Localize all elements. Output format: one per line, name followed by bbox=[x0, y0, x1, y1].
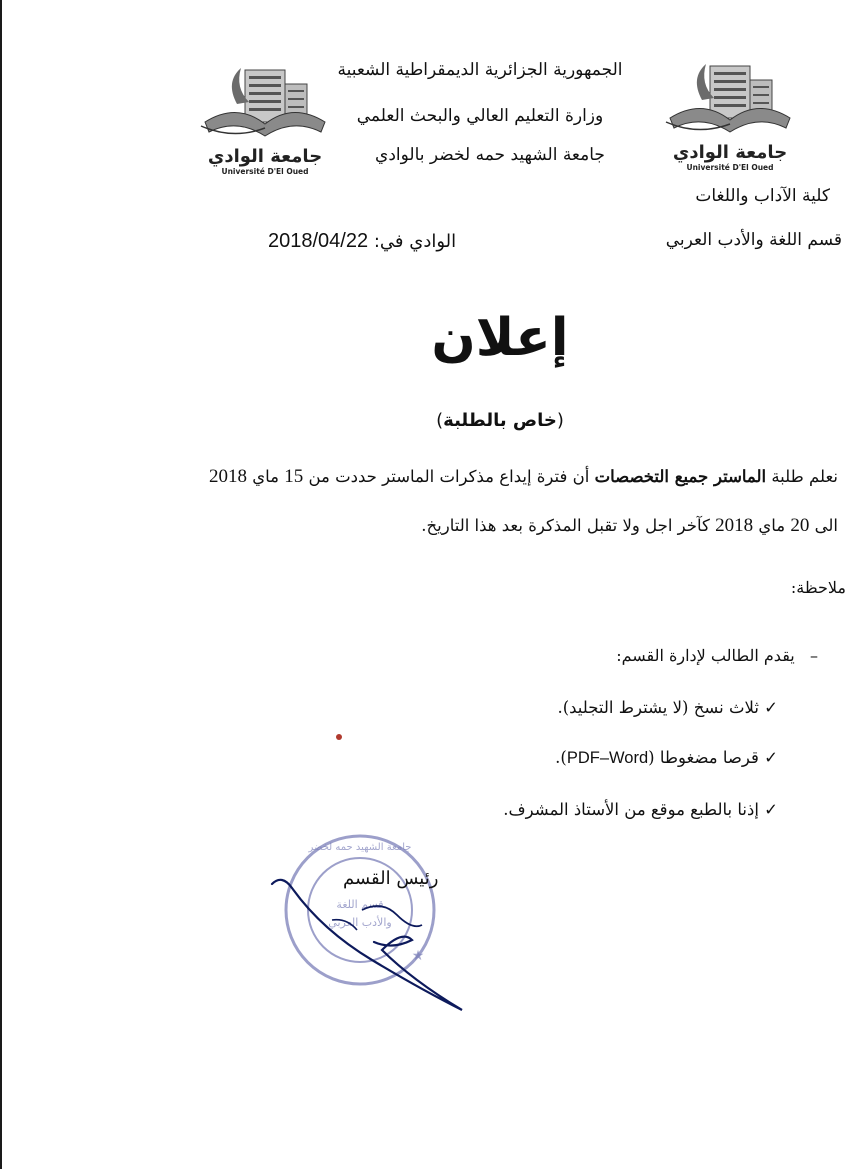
list-item-latin: PDF–Word bbox=[566, 749, 649, 767]
list-item-text: إذنا بالطبع موقع من الأستاذ المشرف. bbox=[503, 800, 759, 819]
p2-year: 2018 bbox=[715, 515, 754, 536]
date-line bbox=[268, 230, 456, 253]
list-item bbox=[555, 748, 778, 768]
date-value: 2018/04/22 bbox=[268, 230, 369, 252]
p1-after: أن فترة إيداع مذكرات الماستر حددت من bbox=[303, 467, 595, 486]
university-logo-right bbox=[662, 58, 797, 176]
list-item bbox=[503, 800, 778, 819]
subtitle-open-paren: ( bbox=[556, 410, 564, 431]
scan-edge bbox=[0, 0, 2, 1169]
p2-after: كآخر اجل ولا تقبل المذكرة بعد هذا التاريخ. bbox=[421, 516, 716, 535]
body-paragraph-line-1 bbox=[209, 466, 838, 488]
svg-text:جامعة الشهيد حمه لخضر: جامعة الشهيد حمه لخضر bbox=[308, 842, 412, 853]
p1-day: 15 bbox=[284, 466, 304, 487]
note-label: ملاحظة: bbox=[790, 578, 846, 597]
p1-before: نعلم طلبة bbox=[766, 467, 838, 486]
handwritten-signature bbox=[262, 870, 472, 1020]
p1-bold: الماستر جميع التخصصات bbox=[594, 467, 767, 486]
p1-year: 2018 bbox=[208, 466, 247, 487]
body-paragraph-line-2 bbox=[421, 515, 838, 537]
date-label: الوادي في: bbox=[373, 231, 457, 252]
note-intro bbox=[616, 646, 818, 665]
department-name: قسم اللغة والأدب العربي bbox=[665, 230, 842, 250]
p2-day: 20 bbox=[790, 515, 810, 536]
p2-month: ماي bbox=[753, 516, 791, 535]
logo-name-fr: Université D'El Oued bbox=[221, 167, 309, 176]
header-ministry: وزارة التعليم العالي والبحث العلمي bbox=[356, 106, 604, 126]
svg-text:قسم اللغة: قسم اللغة bbox=[336, 898, 384, 911]
university-logo-icon bbox=[662, 58, 797, 176]
dash-bullet: – bbox=[810, 646, 818, 665]
stray-ink-mark bbox=[336, 734, 342, 740]
faculty-name: كلية الآداب واللغات bbox=[695, 186, 830, 206]
signature-title: رئيس القسم bbox=[343, 868, 439, 889]
header-republic: الجمهورية الجزائرية الديمقراطية الشعبية bbox=[337, 60, 623, 80]
p1-month: ماي bbox=[246, 467, 285, 486]
logo-name-ar: جامعة الوادي bbox=[672, 142, 788, 163]
checkmark-icon: ✓ bbox=[764, 698, 778, 717]
subtitle-text: خاص بالطلبة bbox=[443, 410, 557, 431]
logo-name-fr: Université D'El Oued bbox=[686, 163, 774, 172]
list-item-text-before: قرصا مضغوطا ( bbox=[648, 748, 759, 767]
svg-text:والأدب العربي: والأدب العربي bbox=[328, 916, 392, 929]
announcement-subtitle bbox=[0, 410, 850, 431]
checkmark-icon: ✓ bbox=[764, 748, 778, 767]
p2-before: الى bbox=[809, 516, 838, 535]
list-item-text: ثلاث نسخ (لا يشترط التجليد). bbox=[557, 698, 759, 717]
header-university: جامعة الشهيد حمه لخضر بالوادي bbox=[375, 145, 605, 165]
list-item bbox=[557, 698, 778, 717]
logo-name-ar: جامعة الوادي bbox=[207, 146, 323, 167]
subtitle-close-paren: ) bbox=[436, 410, 444, 431]
svg-text:★: ★ bbox=[411, 948, 425, 964]
note-intro-text: يقدم الطالب لإدارة القسم: bbox=[616, 646, 795, 665]
announcement-title: إعلان bbox=[431, 308, 569, 368]
checkmark-icon: ✓ bbox=[764, 800, 778, 819]
list-item-text-after: ). bbox=[555, 748, 567, 767]
